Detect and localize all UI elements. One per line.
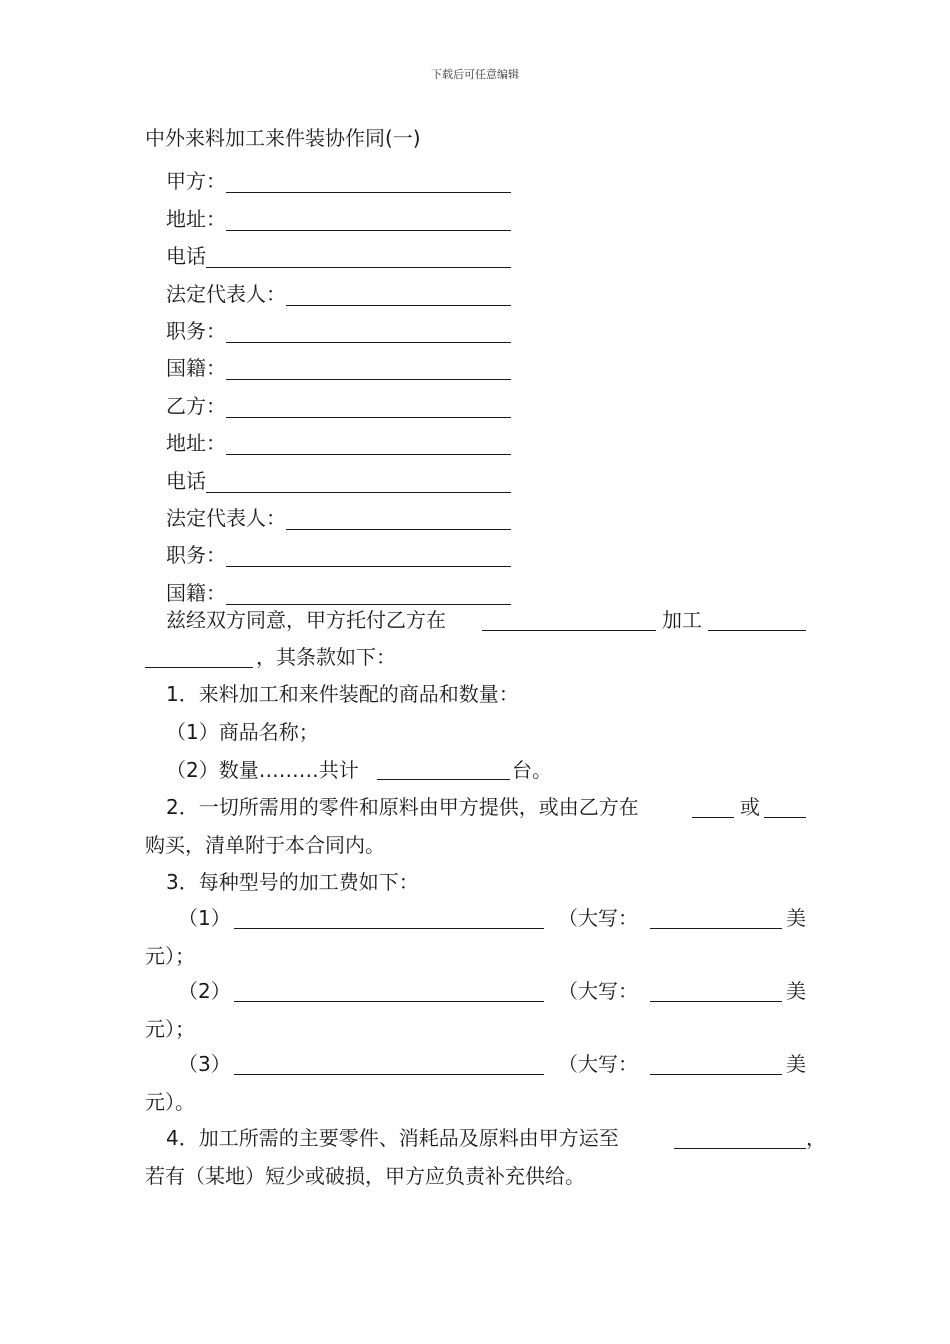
- fill-blank: [764, 817, 806, 818]
- fill-blank: [226, 357, 511, 380]
- fee-daxie-label: （大写：: [558, 1052, 638, 1076]
- party-b-legal-rep-field: [166, 497, 511, 534]
- intro-text-part1: 兹经双方同意，甲方托付乙方在: [166, 608, 446, 632]
- fill-blank: [234, 928, 544, 929]
- fee-currency: 美: [786, 1052, 806, 1076]
- party-b-name-field: [166, 384, 511, 421]
- fee-daxie-label: （大写：: [558, 906, 638, 930]
- fee-item-number: （1）: [178, 906, 231, 930]
- fill-blank: [226, 395, 511, 418]
- clause1-item1: （1）商品名称；: [166, 720, 319, 744]
- field-label: 电话: [166, 468, 206, 493]
- intro-text-part3: ，其条款如下：: [256, 645, 396, 669]
- fill-blank: [226, 544, 511, 567]
- field-label: 地址：: [166, 431, 226, 456]
- party-b-phone-field: [166, 459, 511, 496]
- fee-daxie-label: （大写：: [558, 979, 638, 1003]
- fill-blank: [482, 630, 656, 631]
- fee-currency-cont: 元）；: [145, 1017, 195, 1041]
- fill-blank: [286, 507, 511, 530]
- clause4-text-line2: 若有（某地）短少或破损，甲方应负责补充供给。: [145, 1164, 585, 1188]
- fee-currency: 美: [786, 906, 806, 930]
- fill-blank: [226, 170, 511, 193]
- fill-blank: [692, 817, 734, 818]
- fill-blank: [234, 1001, 544, 1002]
- field-label: 甲方：: [166, 169, 226, 194]
- fill-blank: [226, 432, 511, 455]
- fill-blank: [206, 245, 511, 268]
- party-a-nationality-field: [166, 347, 511, 384]
- field-label: 国籍：: [166, 356, 226, 381]
- fill-blank: [226, 582, 511, 605]
- field-label: 法定代表人：: [166, 505, 286, 530]
- fill-blank: [377, 779, 510, 780]
- party-a-address-field: [166, 197, 511, 234]
- party-b-nationality-field: [166, 571, 511, 608]
- fill-blank: [708, 630, 806, 631]
- clause1-item2-text: （2）数量………共计: [166, 758, 359, 782]
- fee-item-number: （2）: [178, 979, 231, 1003]
- party-a-name-field: [166, 160, 511, 197]
- party-a-legal-rep-field: [166, 272, 511, 309]
- fill-blank: [226, 320, 511, 343]
- fill-blank: [674, 1148, 806, 1149]
- field-label: 职务：: [166, 318, 226, 343]
- fill-blank: [286, 283, 511, 306]
- clause2-text-line2: 购买，清单附于本合同内。: [145, 833, 385, 857]
- fill-blank: [650, 1074, 782, 1075]
- fee-currency-cont: 元）。: [145, 1090, 195, 1114]
- clause2-or: 或: [740, 795, 760, 819]
- party-b-position-field: [166, 534, 511, 571]
- clause4-text: 4．加工所需的主要零件、消耗品及原料由甲方运至: [166, 1126, 619, 1150]
- fee-item-number: （3）: [178, 1052, 231, 1076]
- party-a-phone-field: [166, 235, 511, 272]
- fill-blank: [226, 208, 511, 231]
- intro-text-part2: 加工: [662, 608, 702, 632]
- party-b-address-field: [166, 422, 511, 459]
- clause3-heading: 3．每种型号的加工费如下：: [166, 870, 419, 894]
- field-label: 国籍：: [166, 580, 226, 605]
- fill-blank: [145, 667, 253, 668]
- fill-blank: [650, 928, 782, 929]
- fee-currency-cont: 元）；: [145, 944, 195, 968]
- clause2-text: 2．一切所需用的零件和原料由甲方提供，或由乙方在: [166, 795, 639, 819]
- fee-currency: 美: [786, 979, 806, 1003]
- clause1-item2-unit: 台。: [512, 758, 552, 782]
- field-label: 地址：: [166, 206, 226, 231]
- document-title: 中外来料加工来件装协作同(一): [145, 126, 421, 150]
- field-label: 电话: [166, 244, 206, 269]
- fill-blank: [650, 1001, 782, 1002]
- header-note: 下载后可任意编辑: [431, 68, 519, 81]
- fill-blank: [234, 1074, 544, 1075]
- fill-blank: [206, 470, 511, 493]
- party-info-form: [166, 160, 511, 609]
- party-a-position-field: [166, 310, 511, 347]
- clause1-heading: 1．来料加工和来件装配的商品和数量：: [166, 682, 519, 706]
- field-label: 乙方：: [166, 393, 226, 418]
- field-label: 职务：: [166, 543, 226, 568]
- clause4-comma: ，: [806, 1126, 826, 1150]
- field-label: 法定代表人：: [166, 281, 286, 306]
